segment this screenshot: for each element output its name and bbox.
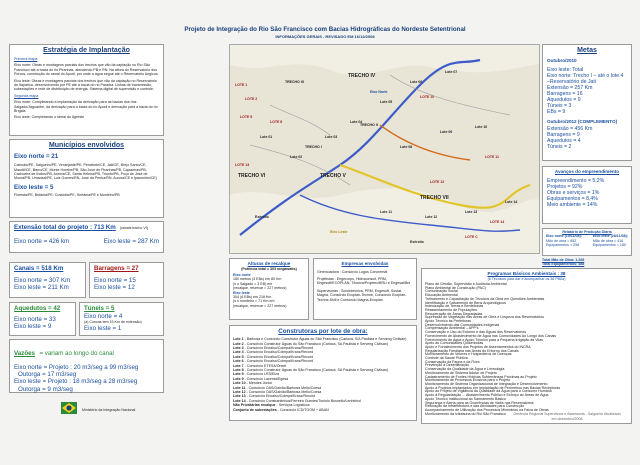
relatorio-leste-line: Mão de obra = 416 (592, 238, 624, 243)
map-label: LOTE 13 (235, 163, 250, 167)
empresas-supervisoras: Supervisoras : Sondotécnica, PRM, Engesoft, Sustat, Magna, Consórcio Ecoplan-Techne, Consórcio Ecoplan-Techne-Skill e Consórcio Magna-Ecoplan (317, 288, 407, 302)
relatorio-title: Relatório de Produção Diária (562, 230, 612, 234)
programa-item: Fornecimento de Água e Apoio Técnico para a Pequena Irrigação às Vilas (425, 337, 543, 342)
extensao-leste: Eixo leste = 287 Km (103, 238, 159, 246)
page-subtitle: INFORMAÇÕES GERAIS - REVISADO EM 16/12/2008 (275, 34, 375, 39)
map-label: LOTE 5 (240, 115, 253, 119)
programa-item: Cadastramento de Fontes Hídricas Subterrâneas Próximas ao Projeto (425, 374, 537, 379)
programa-item: Controle da Saúde Pública (425, 356, 468, 361)
canais-norte: Eixo norte = 307 Km (14, 277, 71, 285)
programa-item: Apoio e Fortalecimento dos Projetos de Assentamentos do INCRA (425, 344, 531, 349)
programa-item: Plano Ambiental de Construção (PAC) (425, 285, 486, 290)
programa-item: Prevenção à Desertificação (425, 363, 469, 368)
map-label: Eixo Norte (370, 90, 388, 94)
aquedutos-norte: Eixo norte = 33 (14, 316, 56, 324)
tuneis-leste: Eixo leste = 1 (84, 324, 122, 332)
relatorio-totals (542, 258, 632, 267)
construtora-row: Lote 8 - Consórcio Construtor Águas do São Francisco (Carioca, SA Paulista e Serveng Civilsan) (233, 368, 389, 373)
empresas-panel (313, 258, 417, 320)
canais-leste: Eixo leste = 211 Km (14, 284, 69, 292)
metas-2012-line: Extensão = 456 Km (547, 126, 593, 133)
construtora-row: Conjunto de subestações - Consórcio ICD/TOOM + ABAN (233, 407, 329, 412)
construtora-name: Consórcio Construtor Águas do São Francisco (Carioca, SA Paulista e Serveng Civilsan) (246, 368, 389, 373)
relatorio-panel (542, 228, 632, 256)
construtora-row: Lote 7 - Consórcio ETESA/Oneel (233, 363, 287, 368)
project-map (229, 44, 540, 254)
construtora-lote: Conjunto de subestações (233, 407, 277, 412)
construtora-name: Consórcio Encalso/Coimpa/Kranz/Record (246, 346, 314, 351)
programas-footer: Gerência Regional Supervisora e Assessoria - Salgueiro Atualizado em dezembro/2008 (513, 412, 621, 421)
metas-2012-line: Aquedutos = 4 (547, 138, 581, 145)
metas-panel (542, 44, 632, 161)
programa-item: Conservação e Uso do Entorno e das Águas dos Reservatórios (425, 330, 527, 335)
programa-item: Educação Ambiental (425, 293, 458, 298)
construtora-row: Lote 12 - Consórcio OAS/Galvão/Barbosa Mello/Coesa (233, 390, 322, 395)
strategy-p2: Eixo leste: Obras e montagens parciais dos trechos que vão da captação no Reservatório de Itaparica, desenvolvendo por PE até a bacia do rio Paraíba. Linhas de transmissão, subestações e rede de distribuição de energia. Sistema digital de supervisão e controle. (14, 78, 157, 92)
map-label: Lote 13 (465, 210, 478, 214)
alturas-leste-s1: (s o monteiro = 71 Km em (233, 299, 275, 304)
construtora-lote: Lote 11 (233, 385, 246, 390)
construtoras-title: Construtoras por lote de obra: (278, 328, 368, 335)
alturas-sub: (Potência total = 303 megawatts) (241, 266, 297, 271)
map-label: Lote 06 (410, 80, 423, 84)
construtora-lote: Lote 5 (233, 354, 244, 359)
construtora-row: Lote 14 - Consórcio Constrantinhos/Ferreira Guedes/Toniolo Busnello/Lenhinhol (233, 398, 362, 403)
construtoras-list (233, 337, 413, 412)
map-label: Exército (255, 215, 269, 219)
vazoes-leste-2: Outorga = 9 m3/seg (18, 385, 73, 393)
barragens-leste: Eixo leste = 12 (94, 284, 135, 292)
avancos-title: Avanços do empreendimento (554, 169, 620, 174)
programa-item: Compensação Ambiental – APP's (425, 326, 479, 331)
metas-title: Metas (577, 47, 597, 54)
alturas-panel (229, 258, 309, 320)
map-label: Lote 14 (505, 200, 518, 204)
programa-item: Reassentamento de Populações (425, 307, 477, 312)
barragens-norte: Eixo norte = 15 (94, 277, 136, 285)
empresas-projetistas: Projetistas : Engecorps, Hidroconsult, PRM, Engesoft/ECOPLAN, Técnica/Projetec/BRLi e Engesat/Bni (317, 277, 411, 286)
map-label: TRECHO IV (348, 73, 376, 79)
construtora-name: Consórcio Constrantinhos/Ferreira Guedes/Toniolo Busnello/Lenhinhol (248, 398, 362, 403)
programa-item: Recuperação de Áreas Degradadas (425, 311, 483, 316)
primary-stage-label: Primeira etapa (14, 57, 38, 61)
map-label: Lote 05 (380, 100, 393, 104)
construtora-lote: Lote 10 (233, 381, 246, 386)
municipios-leste-list: Floresta/PE, Betânia/PE, Custódia/PE, Sertânia/PE e Monteiro/PB (14, 193, 120, 198)
canais-title: Canais = 518 Km (14, 265, 64, 272)
map-label: Lote 10 (475, 125, 488, 129)
map-label: Lote 08 (400, 145, 413, 149)
page-title: Projeto de Integração do Rio São Francisco com Bacias Hidrográficas do Nordeste Setentrional (184, 26, 466, 33)
map-label: Lote 04 (350, 120, 363, 124)
relatorio-norte-line: Equipamentos = 298 (546, 243, 580, 248)
construtora-lote: Lote 9 (233, 372, 244, 377)
strategy-panel (9, 44, 164, 136)
programa-item: Supressão de Vegetação nas Áreas de Obra e Limpeza dos Reservatórios (425, 315, 544, 320)
construtora-lote: Lote 13 (233, 394, 246, 399)
construtora-row: Lote 1 - Barbosa e Consórcio Construtor Águas do São Francisco (Carioca, S/A Paulista e Serveng Civilsan) (233, 337, 407, 342)
map-label: Lote 02 (290, 155, 303, 159)
ministry-logo (60, 397, 170, 423)
construtora-lote: Lote 12 (233, 390, 246, 395)
programa-item: Conservação da Qualidade da Água e Limnologia (425, 367, 505, 372)
construtora-name: Consórcio Construtor Águas do São Francisco (Carioca, SA Paulista e Serveng Civilsan) (246, 341, 389, 346)
alturas-norte-s1: (s o Salgado = 3 EB) em (233, 281, 273, 286)
map-label: LOTE 14 (490, 220, 505, 224)
programas-title: Programas Básicos Ambientais : 38 (487, 271, 566, 276)
map-label: Lote 12 (425, 215, 438, 219)
avancos-line: Meio ambiente = 14% (547, 201, 598, 208)
relatorio-leste-title: Eixo leste (28/11/08): (592, 234, 628, 239)
programa-item: Relocação da Infraestrutura e das Atividades para Construção (425, 404, 525, 409)
programa-item: Apoio à Projetos Implantados em Implantação de Perímetros nas Bacias Receptoras (425, 385, 561, 390)
construtora-name: Consórcio LRS/Eiza (246, 372, 279, 377)
programa-item: Monitoramento de Sistema Organizacional de Integração e Desenvolvimento (425, 381, 548, 386)
municipios-leste-label: Eixo leste = 5 (14, 183, 54, 191)
construtora-lote: Lote 14 (233, 398, 246, 403)
construtora-row: Lote 9 - Consórcio LRS/Eiza (233, 372, 279, 377)
construtora-lote: Lote 2 (233, 341, 244, 346)
alturas-title: Alturas de recalque (247, 261, 291, 266)
programa-item: Monitoramento de Sistema Adutor de Projeto (425, 370, 497, 375)
programa-item: Monitoramento da Ictiofauna do Rio São Francisco (425, 411, 506, 416)
construtoras-panel (229, 325, 417, 421)
second-stage-label: Segunda etapa (14, 93, 39, 98)
map-label: LOTE 12 (430, 180, 445, 184)
metas-2010-line: Túneis = 3 (547, 102, 572, 109)
construtora-row: Não Prioritárias recalque - Serviços Logísticos (233, 403, 310, 408)
alturas-norte-label: Eixo norte (233, 273, 251, 277)
map-label: Eixo Leste (330, 230, 348, 234)
construtora-row: Lote 3 - Consórcio Encalso/Coimpa/Kranz/Record (233, 346, 314, 351)
construtora-row: Lote 5 - Consórcio Encalso/Coimpa/Kranz/Record (233, 354, 314, 359)
tuneis-panel (79, 302, 164, 336)
programa-item: Apoio Técnico às Prefeituras (425, 319, 471, 324)
construtora-lote: Lote 6 (233, 359, 244, 364)
empresas-gerenciadora: Gerenciadora : Consórcio Logos Concremat (317, 269, 388, 274)
programa-item: Comunicação Social (425, 289, 458, 294)
avancos-line: Obras e serviços = 1% (547, 189, 600, 196)
extensao-panel (9, 221, 164, 253)
construtora-lote: Não Prioritárias recalque (233, 403, 276, 408)
vazoes-title-rest: = variam ao longo do canal (39, 350, 114, 357)
alturas-leste: 304 (6 EBs) em 216 Km (233, 295, 272, 300)
tuneis-note: (a) Cuncas tem 15 Km de extensão) (84, 320, 142, 325)
vazoes-norte-1: Eixo norte = Projeto : 20 m3/seg a 99 m3/seg (14, 364, 139, 371)
construtora-name: Consórcio OAS/Galvão/Barbosa Mello/Coesa (248, 385, 322, 390)
vazoes-norte-2: Outorga = 17 m3/seg (18, 371, 77, 379)
programa-item: Indenização de Terras e Benfeitorias (425, 304, 484, 309)
programas-panel (421, 268, 632, 424)
metas-2010-line: Eixo norte: Trecho I – até o lote 4 –Reservatório de Jati (547, 72, 624, 85)
brazil-flag-icon (60, 400, 78, 420)
vazoes-title: Vazões (14, 350, 35, 357)
tuneis-norte: Eixo norte = 4 (84, 313, 123, 321)
construtora-row: Lote 11 - Consórcio OAS/Galvão/Barbosa Mello/Coesa (233, 385, 322, 390)
construtora-row: Lote 9 - Consórcio Lacerda/Egesa (233, 376, 289, 381)
relatorio-norte-title: Eixo norte (19/11/08): (546, 234, 582, 239)
strategy-title: Estratégia de Implantação (43, 47, 130, 54)
construtora-row: Lote 4 - Consórcio Encalso/Coimpa/Kranz/Record (233, 350, 314, 355)
construtora-name: Serviços Logísticos (278, 403, 310, 408)
map-label: Lote 11 (380, 210, 393, 214)
construtora-lote: Lote 9 (233, 376, 244, 381)
ministry-logo-text: Ministério da Integração Nacional (82, 407, 136, 412)
programa-item: Monitoramento de Vetores e Hospedeiros de Doenças (425, 352, 512, 357)
metas-2012-line: Barragens = 9 (547, 132, 580, 139)
programa-item: Acompanhamento de Utilização dos Processos Minerários na Faixa de Obras (425, 407, 549, 412)
map-label: TRECHO VII (420, 195, 449, 201)
construtora-name: Barbosa e Consórcio Construtor Águas do São Francisco (Carioca, S/A Paulista e Serveng Civilsan) (246, 337, 407, 342)
municipios-norte-list: Cabrobó/PE, Salgueiro/PE, Verdejante/PE, Penaforte/CE, Jati/CE, Brejo Santo/CE, Mauriti/CE, Barro/CE, Monte Horebe/PB, São José de Piranhas/PB, Cajazeiras/PB, Cachoeira de Índios/PB, Aurora/CE, Santa Helena/PB, Triunfo/PB, Poço de José de Moura/PB, Umarizal/PE, Luiz Gomes/RN, José da Penha/RN, Aurora/CE e Ipaumirim/CE) (14, 163, 158, 181)
relatorio-leste-line: Equipamentos = 180 (592, 243, 626, 248)
map-label: TRECHO II (360, 123, 378, 127)
aquedutos-title: Aquedutos = 42 (14, 305, 61, 312)
programa-item: Apoio às Comunidades Quilombolas (425, 341, 484, 346)
map-label: LOTE 1 (235, 83, 248, 87)
programa-item: Identificação e Salvamento de Bens Arqueológicos (425, 300, 506, 305)
programa-item: Apoio Técnico Institucional ao Saneamento Básico (425, 396, 506, 401)
metas-2010-line: Eixo leste: Total (547, 66, 584, 73)
programas-sub: (8 Técnicos para dar e acompanhar os 38 PBAs) (487, 276, 566, 281)
strategy-p1: Eixo norte: Obras e montagens parciais dos trechos que vão da captação no Rio São Francisco até a bacia do rio Piranhas, atendendo PB e RN. Na altura do Reservatório dos Porcos, construção do ramal do Apodi, por onde a água segue até o Reservatório Angicos. (14, 63, 159, 77)
header (0, 0, 640, 40)
barragens-panel (89, 262, 164, 298)
construtora-lote: Lote 4 (233, 350, 244, 355)
vazoes-panel (9, 339, 164, 393)
canais-panel (9, 262, 86, 298)
construtora-row: Lote 10 - Mendes Júnior (233, 381, 273, 386)
empresas-title: Empresas envolvidas (341, 261, 389, 266)
map-label: Lote 07 (445, 70, 458, 74)
alturas-norte-s2: (recalque, reservar = 227 metros) (233, 286, 287, 291)
extensao-title: Extensão total do projeto : 713 Km (14, 224, 116, 231)
construtora-name: Consórcio ETESA/Oneel (246, 363, 287, 368)
metas-2010-line: Barragens = 16 (547, 90, 583, 97)
construtora-name: Consórcio Lacerda/Egesa (246, 376, 289, 381)
alturas-norte: 180 metros (3 EBs) em 80 Km (233, 277, 282, 282)
map-label: TRECHO VI (238, 173, 266, 179)
map-label: LOTE 8 (270, 120, 283, 124)
strategy-p4: Eixo leste: Completando o ramal do Agreste (14, 115, 85, 120)
construtora-name: Consórcio ICD/TOOM + ABAN (279, 407, 329, 412)
municipios-title: Municípios envolvidos (48, 142, 125, 149)
map-label: LOTE 10 (420, 95, 435, 99)
map-label: LOTE C (465, 235, 478, 239)
map-label: TRECHO V (320, 173, 346, 179)
extensao-note: (canais tracho VI) (119, 226, 148, 230)
construtora-name: Consórcio Encalso/Coimpa/Kranz/Record (248, 394, 316, 399)
avancos-line: Projetos = 92% (547, 183, 583, 190)
map-label: Exército (410, 240, 424, 244)
avancos-panel (542, 166, 632, 224)
strategy-p3: Eixo norte: Completando a implantação da derivação para as bacias dos rios Salgado/Jaguaribe, da derivação para a bacia do rio Apodi e derivação para a bacia do rio Brígida. (14, 100, 158, 114)
map-label: LOTE 2 (245, 97, 258, 101)
programa-item: Monitoramento de Processos Erosivos para o Projeto (425, 378, 511, 383)
metas-2010-line: Aquedutos = 9 (547, 96, 581, 103)
aquedutos-leste: Eixo leste = 9 (14, 323, 52, 331)
municipios-panel (9, 139, 164, 218)
programa-item: Conservação da Fauna e da Flora (425, 359, 480, 364)
programa-item: Regularização Fundiária nas Áreas do Entorno dos Canais (425, 348, 519, 353)
map-label: LOTE 11 (485, 155, 500, 159)
avancos-line: Equipamentos = 8,4% (547, 195, 598, 202)
relatorio-norte-line: Mão de obra = 852 (546, 238, 577, 243)
alturas-leste-label: Eixo leste (233, 290, 250, 295)
construtora-lote: Lote 7 (233, 363, 244, 368)
programa-item: Apoio ao Projeto de Vigilância da Qualidade da Água para o Consumo Humano (425, 389, 552, 394)
avancos-line: Empreendimento = 5,2% (547, 177, 605, 184)
map-label: Lote 03 (325, 135, 338, 139)
metas-2012-line: Túneis = 2 (547, 144, 572, 151)
relatorio-total-mo: Total Mão de Obra: 1.268 (542, 258, 585, 262)
tuneis-title: Túneis = 5 (84, 305, 115, 312)
barragens-title: Barragens = 27 (94, 265, 139, 272)
construtora-row: Lote 2 - Consórcio Construtor Águas do São Francisco (Carioca, SA Paulista e Serveng Civilsan) (233, 341, 389, 346)
aquedutos-panel (9, 302, 76, 336)
map-label: Lote 09 (440, 130, 453, 134)
programa-item: Desenvolvimento das Comunidades Indígenas (425, 322, 500, 327)
construtora-name: Consórcio Encalso/Coimpa/Kranz/Record (246, 359, 314, 364)
programa-item: Plano de Gestão, Supervisão e Auditoria Ambiental (425, 282, 507, 286)
map-label: TRECHO I (305, 145, 322, 149)
construtora-lote: Lote 3 (233, 346, 244, 351)
metas-2010-title: Outubro/2010 (547, 58, 577, 63)
map-label: Lote 01 (260, 135, 273, 139)
construtora-name: Consórcio OAS/Galvão/Barbosa Mello/Coesa (248, 390, 322, 395)
metas-2010-line: EBs = 9 (547, 108, 566, 115)
metas-2010-line: Extensão = 257 Km (547, 84, 593, 91)
extensao-norte: Eixo norte = 426 km (14, 238, 70, 246)
metas-2012-title: Outubro/2012 (COMPLEMENTO) (547, 118, 618, 124)
construtora-row: Lote 13 - Consórcio Encalso/Coimpa/Kranz/Record (233, 394, 316, 399)
programa-item: Treinamento e Capacitação de Técnicos da Obra em Questões Ambientais (425, 296, 545, 301)
programas-list (425, 283, 628, 416)
programa-item: Apoio à Regularização ... Abastecimento Público e Esforço ao Áreas de Água (425, 393, 549, 398)
vazoes-leste-1: Eixo leste = Projeto : 18 m3/seg a 28 m3/seg (14, 378, 138, 386)
construtora-row: Lote 6 - Consórcio Encalso/Coimpa/Kranz/Record (233, 359, 314, 364)
municipios-norte-label: Eixo norte = 21 (14, 153, 59, 160)
programa-item: Fornecimento de Abastecimento de Água nas Comunidades Ao Longo dos Canais (425, 333, 557, 338)
map-label: TRECHO III (285, 80, 304, 84)
alturas-leste-s2: (recalque, reservar = 227 metros) (233, 303, 287, 308)
construtora-name: Mendes Júnior (248, 381, 273, 386)
construtora-name: Consórcio Encalso/Coimpa/Kranz/Record (246, 354, 314, 359)
relatorio-total-eq: Total Equipamentos: 488 (542, 262, 585, 267)
construtora-lote: Lote 1 (233, 337, 244, 342)
construtora-lote: Lote 8 (233, 368, 244, 373)
construtora-name: Consórcio Encalso/Coimpa/Kranz/Record (246, 350, 314, 355)
programa-item: Segurança e Alerta para as Ocorrências de Vadis nas Reservatórios (425, 400, 534, 405)
